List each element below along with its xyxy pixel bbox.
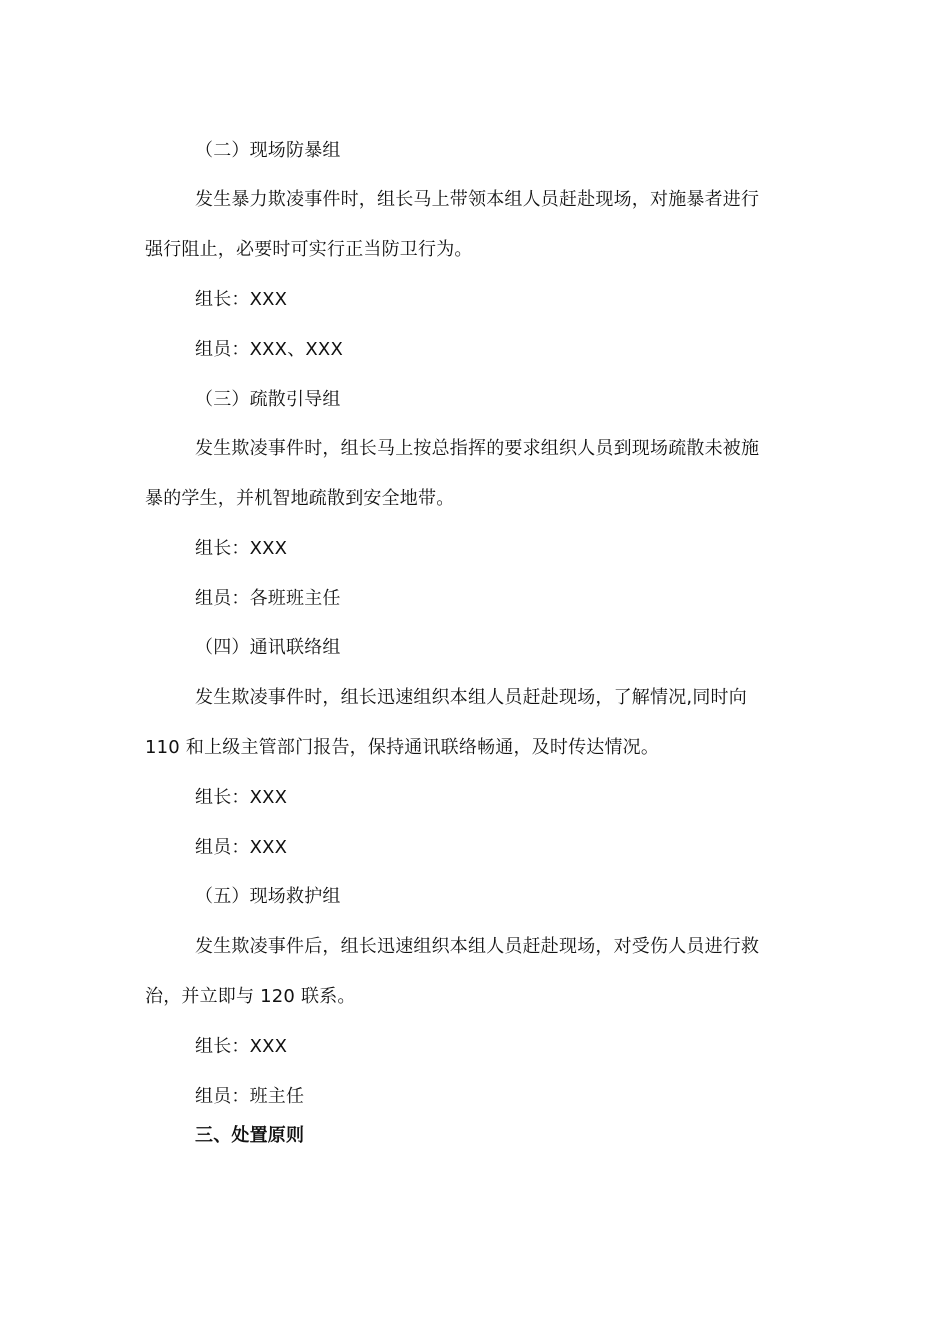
leader-line: 组长：XXX — [195, 289, 288, 310]
paragraph-line: 暴的学生，并机智地疏散到安全地带。 — [145, 488, 455, 509]
section-heading: （四）通讯联络组 — [195, 637, 341, 658]
paragraph-line: 发生欺凌事件后，组长迅速组织本组人员赶赴现场，对受伤人员进行救 — [195, 936, 760, 957]
section-heading: （二）现场防暴组 — [195, 140, 341, 161]
paragraph-line: 110 和上级主管部门报告，保持通讯联络畅通，及时传达情况。 — [145, 737, 660, 758]
section-heading: （五）现场救护组 — [195, 886, 341, 907]
members-line: 组员：各班班主任 — [195, 588, 341, 609]
members-line: 组员：班主任 — [195, 1086, 305, 1107]
members-line: 组员：XXX — [195, 837, 288, 858]
section-heading: （三）疏散引导组 — [195, 389, 341, 410]
chapter-heading: 三、处置原则 — [195, 1125, 305, 1146]
members-line: 组员：XXX、XXX — [195, 339, 343, 360]
paragraph-line: 发生欺凌事件时，组长马上按总指挥的要求组织人员到现场疏散未被施 — [195, 438, 760, 459]
paragraph-line: 治，并立即与 120 联系。 — [145, 986, 356, 1007]
leader-line: 组长：XXX — [195, 787, 288, 808]
paragraph-line: 发生欺凌事件时，组长迅速组织本组人员赶赴现场，了解情况,同时向 — [195, 687, 747, 708]
leader-line: 组长：XXX — [195, 1036, 288, 1057]
paragraph-line: 强行阻止，必要时可实行正当防卫行为。 — [145, 239, 473, 260]
paragraph-line: 发生暴力欺凌事件时，组长马上带领本组人员赶赴现场，对施暴者进行 — [195, 189, 760, 210]
leader-line: 组长：XXX — [195, 538, 288, 559]
